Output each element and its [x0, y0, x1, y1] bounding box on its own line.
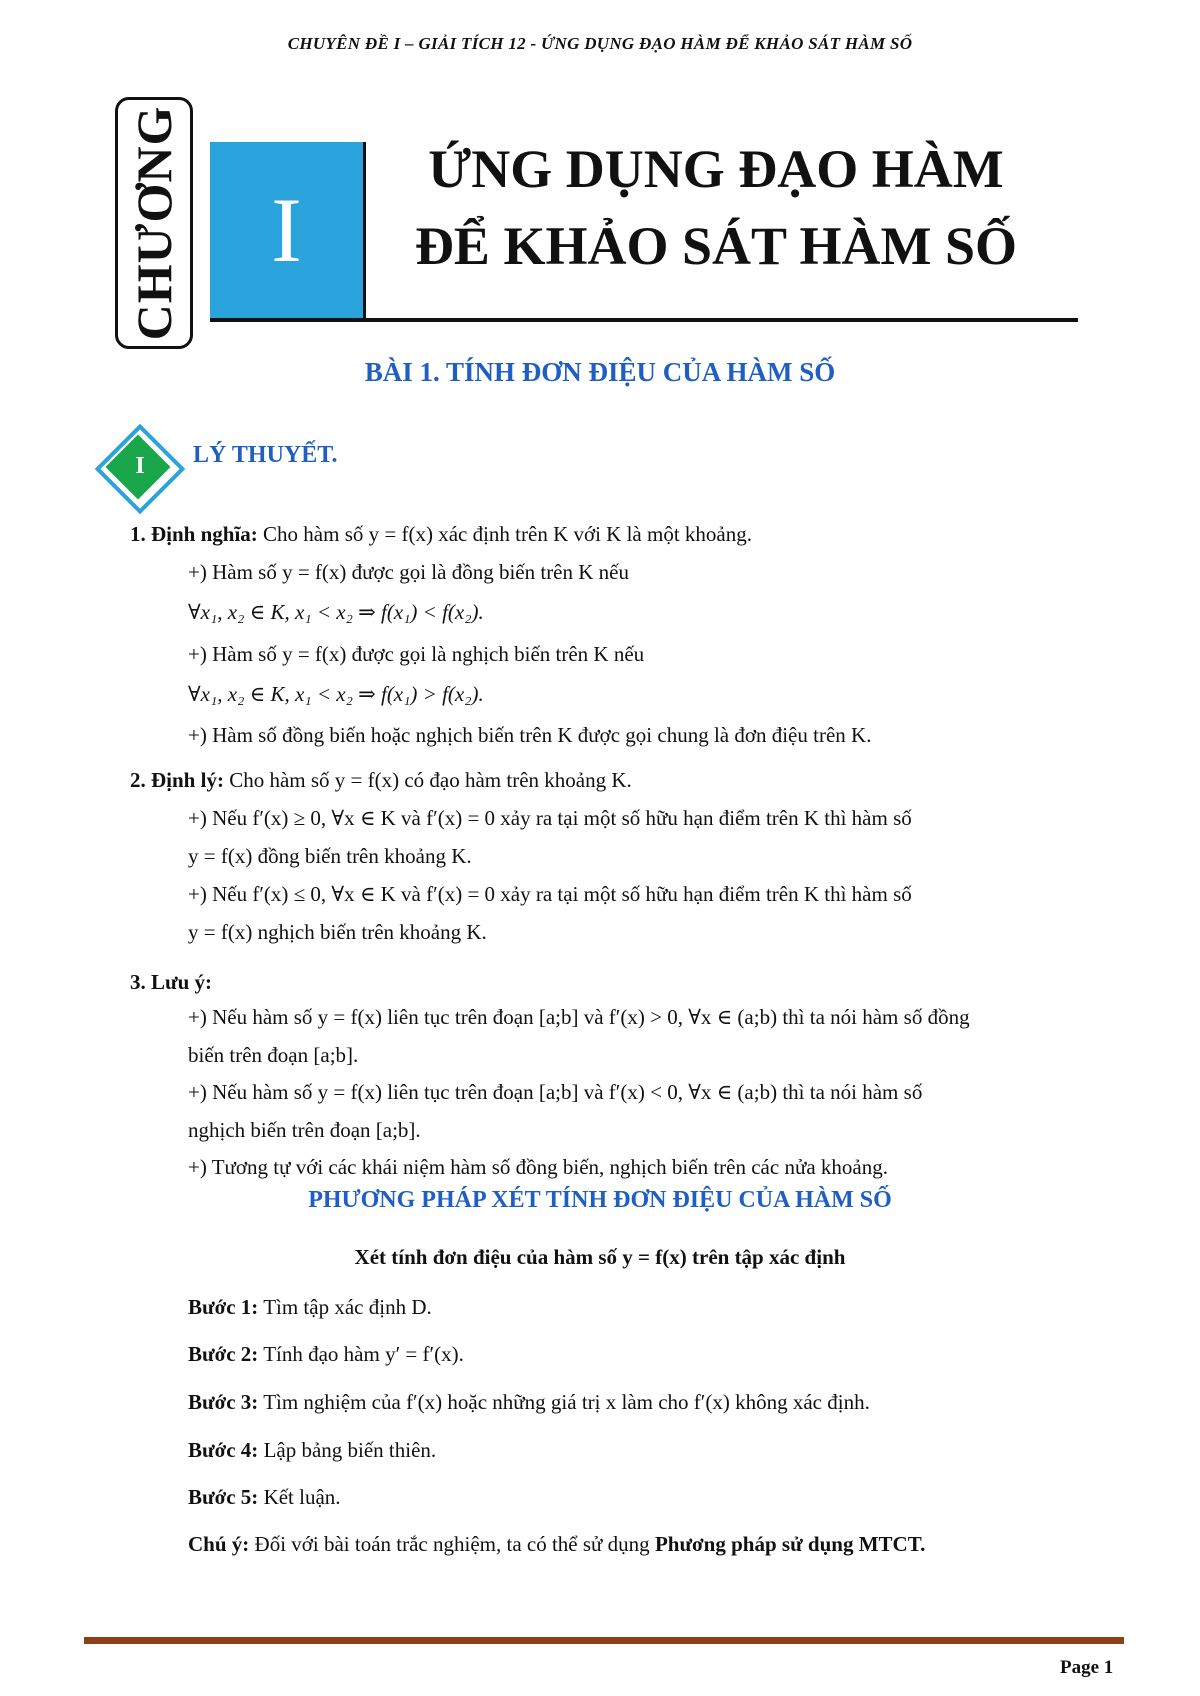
step-label: Bước 2: — [188, 1342, 259, 1366]
method-step — [188, 1438, 436, 1463]
step-text: Tính đạo hàm y′ = f′(x). — [263, 1342, 464, 1366]
step-label: Bước 1: — [188, 1295, 259, 1319]
theorem-item2-line2: y = f(x) nghịch biến trên khoảng K. — [188, 920, 487, 944]
note-item1-line2: biến trên đoạn [a;b]. — [188, 1043, 359, 1067]
theorem-item1-line2: y = f(x) đồng biến trên khoảng K. — [188, 844, 472, 868]
definition-label: 1. Định nghĩa: — [130, 522, 258, 546]
footer-rule — [84, 1637, 1124, 1644]
chapter-numeral: I — [271, 179, 302, 281]
section-title: LÝ THUYẾT. — [193, 442, 338, 468]
page-number: Page 1 — [1060, 1657, 1114, 1678]
definition-line — [130, 522, 752, 547]
definition-increasing-condition: ∀x₁, x₂ ∈ K, x₁ < x₂ ⇒ f(x₁) < f(x₂). — [188, 600, 484, 624]
step-label: Bước 4: — [188, 1438, 259, 1462]
step-label: Bước 3: — [188, 1390, 259, 1414]
step-text: Tìm tập xác định D. — [263, 1295, 432, 1319]
chapter-title-line1: ỨNG DỤNG ĐẠO HÀM — [428, 139, 1004, 199]
definition-decreasing-condition: ∀x₁, x₂ ∈ K, x₁ < x₂ ⇒ f(x₁) > f(x₂). — [188, 682, 484, 706]
definition-monotone: +) Hàm số đồng biến hoặc nghịch biến trên K được gọi chung là đơn điệu trên K. — [188, 723, 872, 747]
step-label: Bước 5: — [188, 1485, 259, 1509]
note-item1-line1: +) Nếu hàm số y = f(x) liên tục trên đoạn [a;b] và f′(x) > 0, ∀x ∈ (a;b) thì ta nói hàm số đồng — [188, 1005, 970, 1029]
method-note-bold: Phương pháp sử dụng MTCT. — [654, 1532, 926, 1556]
method-step — [188, 1295, 432, 1320]
step-text: Kết luận. — [263, 1485, 341, 1509]
chapter-number-box — [210, 142, 363, 318]
chapter-divider-horizontal — [210, 318, 1078, 322]
chapter-word: CHƯƠNG — [126, 105, 182, 341]
method-title: PHƯƠNG PHÁP XÉT TÍNH ĐƠN ĐIỆU CỦA HÀM SỐ — [308, 1187, 892, 1213]
section-numeral: I — [135, 452, 145, 479]
running-header: CHUYÊN ĐỀ I – GIẢI TÍCH 12 - ỨNG DỤNG ĐẠO HÀM ĐỂ KHẢO SÁT HÀM SỐ — [287, 34, 913, 53]
definition-decreasing: +) Hàm số y = f(x) được gọi là nghịch biến trên K nếu — [188, 642, 645, 666]
definition-text: Cho hàm số y = f(x) xác định trên K với K là một khoảng. — [263, 522, 752, 546]
theorem-text: Cho hàm số y = f(x) có đạo hàm trên khoảng K. — [229, 768, 632, 792]
theorem-item2-line1: +) Nếu f′(x) ≤ 0, ∀x ∈ K và f′(x) = 0 xảy ra tại một số hữu hạn điểm trên K thì hàm số — [188, 882, 912, 906]
step-text: Lập bảng biến thiên. — [263, 1438, 437, 1462]
section-badge — [84, 418, 184, 508]
note-item2-line1: +) Nếu hàm số y = f(x) liên tục trên đoạn [a;b] và f′(x) < 0, ∀x ∈ (a;b) thì ta nói hàm số — [188, 1080, 923, 1104]
lesson-title: BÀI 1. TÍNH ĐƠN ĐIỆU CỦA HÀM SỐ — [364, 357, 836, 387]
note-label: 3. Lưu ý: — [130, 970, 213, 994]
method-step — [188, 1342, 464, 1367]
method-step — [188, 1390, 870, 1415]
note-item3: +) Tương tự với các khái niệm hàm số đồng biến, nghịch biến trên các nửa khoảng. — [188, 1155, 888, 1179]
chapter-word-box — [115, 97, 193, 349]
method-subtitle: Xét tính đơn điệu của hàm số y = f(x) trên tập xác định — [354, 1245, 846, 1269]
definition-increasing: +) Hàm số y = f(x) được gọi là đồng biến trên K nếu — [188, 560, 629, 584]
note-item2-line2: nghịch biến trên đoạn [a;b]. — [188, 1118, 421, 1142]
step-text: Tìm nghiệm của f′(x) hoặc những giá trị x làm cho f′(x) không xác định. — [263, 1390, 870, 1414]
chapter-title-line2: ĐỂ KHẢO SÁT HÀM SỐ — [414, 216, 1018, 276]
theorem-line — [130, 768, 632, 793]
method-note-label: Chú ý: — [188, 1532, 250, 1556]
method-step — [188, 1485, 341, 1510]
method-note-text: Đối với bài toán trắc nghiệm, ta có thể sử dụng — [254, 1532, 650, 1556]
method-note — [188, 1532, 925, 1557]
theorem-label: 2. Định lý: — [130, 768, 224, 792]
theorem-item1-line1: +) Nếu f′(x) ≥ 0, ∀x ∈ K và f′(x) = 0 xảy ra tại một số hữu hạn điểm trên K thì hàm số — [188, 806, 912, 830]
